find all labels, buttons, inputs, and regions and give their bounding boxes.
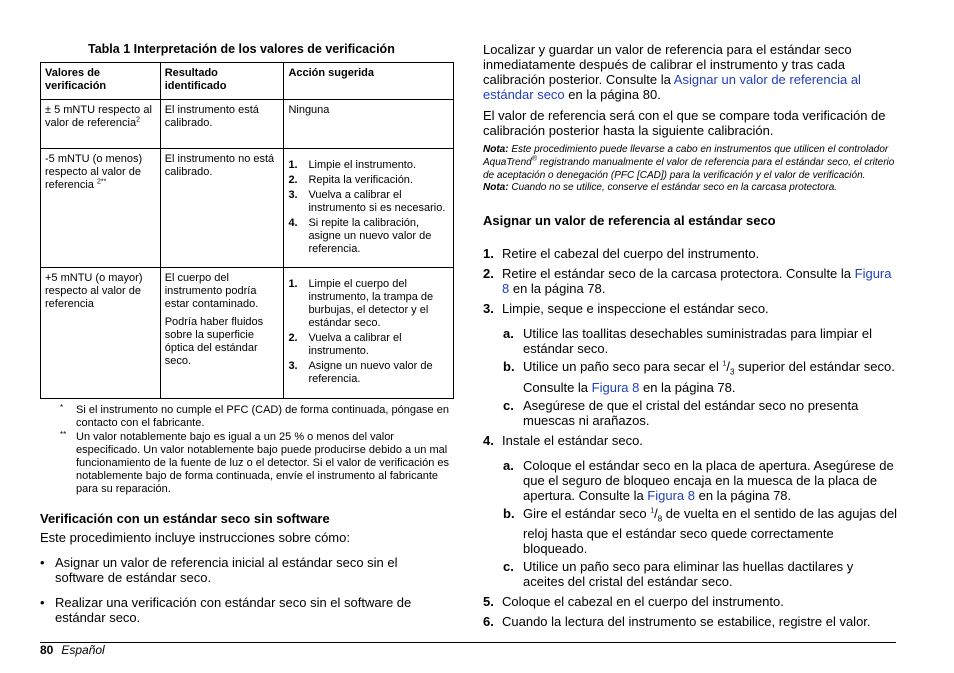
table-caption: Tabla 1 Interpretación de los valores de verificación <box>88 42 395 56</box>
cell-action <box>284 268 454 399</box>
footer-language: Español <box>61 643 105 657</box>
substep-item: b. Gire el estándar seco $^1/_8$ de vuelta en el sentido de las agujas del reloj hasta que el estándar seco quede correctamente bloqueado. <box>503 505 898 557</box>
footnote: * Si el instrumento no cumple el PFC (CAD) de forma continuada, póngase en contacto con el fabricante. <box>60 403 449 429</box>
footnote: ** Un valor notablemente bajo es igual a un 25 % o menos del valor especificado. Un valor notablemente bajo puede producirse debido a un mal funcionamiento de la fuente de luz o el detector. Si el valor de verificación es notablemente bajo de forma continuada, envíe el instrumento al fabricante para su reparación. <box>60 430 450 495</box>
page-number: 80 <box>40 643 54 657</box>
list-item: • Realizar una verificación con estándar seco sin el software de estándar seco. <box>40 595 412 625</box>
table-row <box>41 268 454 399</box>
section-intro: Este procedimiento incluye instrucciones sobre cómo: <box>40 530 350 545</box>
right-column <box>483 42 898 629</box>
action-item: 4. Si repite la calibración, asigne un nuevo valor de referencia. <box>288 217 432 255</box>
action-list <box>288 272 449 386</box>
steps-list <box>483 246 898 629</box>
substep-item: c. Utilice un paño seco para eliminar las huellas dactilares y aceites del cristal del estándar seco. <box>503 559 854 590</box>
cell-value: +5 mNTU (o mayor) respecto al valor de referencia <box>41 268 161 399</box>
verification-table <box>40 62 454 399</box>
assign-reference-link[interactable]: Asignar un valor de referencia al estándar seco <box>483 72 861 102</box>
action-item: 2. Repita la verificación. <box>288 174 413 186</box>
action-item: 2. Vuelva a calibrar el instrumento. <box>288 332 402 357</box>
figure-8-link[interactable]: Figura 8 <box>591 379 640 395</box>
substep-item: c. Asegúrese de que el cristal del estándar seco no presenta muescas ni arañazos. <box>503 397 859 428</box>
figure-8-link[interactable]: Figura 8 <box>647 487 695 503</box>
action-item: 3. Vuelva a calibrar el instrumento si es necesario. <box>288 189 446 214</box>
action-list <box>288 153 449 256</box>
action-item: 1. Limpie el instrumento. <box>288 159 417 171</box>
cell-result: El instrumento no está calibrado. <box>160 149 284 268</box>
substep-item: a. Coloque el estándar seco en la placa de apertura. Asegúrese de que el seguro de bloqueo encaja en la muesca de la placa de apertura. Consulte la Figura 8 en la página 78. <box>503 457 894 503</box>
paragraph-reference-value: El valor de referencia será con el que se compare toda verificación de calibración posterior hasta la siguiente calibración. <box>483 108 886 138</box>
list-item: • Asignar un valor de referencia inicial al estándar seco sin el software de estándar seco. <box>40 555 398 585</box>
header-values: Valores de verificación <box>41 63 161 100</box>
table-footnotes <box>60 404 450 497</box>
step-item: 3. Limpie, seque e inspeccione el estándar seco. <box>483 301 769 317</box>
section-heading-verification: Verificación con un estándar seco sin software <box>40 511 330 526</box>
action-item: 3. Asigne un nuevo valor de referencia. <box>288 360 433 385</box>
paragraph-reference-intro: Localizar y guardar un valor de referencia para el estándar seco inmediatamente después de calibrar el instrumento y tras cada calibración posterior. Consulte la Asignar un valor de referencia al estándar seco en la página 80. <box>483 42 861 102</box>
note-aquatrend: Nota: Este procedimiento puede llevarse a cabo en instrumentos que utilicen el controlador AquaTrend® registrando manualmente el valor de referencia para el estándar seco, el criterio de aceptación o denegación (PFC [CAD]) para la verificación y el valor de verificación. <box>483 144 895 181</box>
substep-item: a. Utilice las toallitas desechables suministradas para limpiar el estándar seco. <box>503 326 872 357</box>
cell-result: El cuerpo del instrumento podría estar contaminado. Podría haber fluidos sobre la superficie óptica del estándar seco. <box>160 268 284 399</box>
footer-divider <box>40 642 896 643</box>
header-result: Resultado identificado <box>160 63 284 100</box>
section-heading-assign: Asignar un valor de referencia al estándar seco <box>483 213 776 229</box>
cell-value: ± 5 mNTU respecto al valor de referencia$^2$ <box>41 100 161 149</box>
page-footer <box>40 643 105 657</box>
figure-8-link[interactable]: Figura 8 <box>502 266 892 297</box>
step-item: 5. Coloque el cabezal en el cuerpo del instrumento. <box>483 594 784 610</box>
table-row <box>41 100 454 149</box>
substep-item: b. Utilice un paño seco para secar el $^1/_3$ superior del estándar seco. Consulte la Figura 8 en la página 78. <box>503 359 895 395</box>
step-item: 4. Instale el estándar seco. <box>483 432 643 448</box>
action-item: 1. Limpie el cuerpo del instrumento, la trampa de burbujas, el detector y el estándar seco. <box>288 278 434 329</box>
cell-result: El instrumento está calibrado. <box>160 100 284 149</box>
step-item: 2. Retire el estándar seco de la carcasa protectora. Consulte la Figura 8 en la página 78. <box>483 266 892 297</box>
step-item: 1. Retire el cabezal del cuerpo del instrumento. <box>483 246 760 262</box>
step-item: 6. Cuando la lectura del instrumento se estabilice, registre el valor. <box>483 614 871 630</box>
table-header-row <box>41 63 454 100</box>
note-storage: Nota: Cuando no se utilice, conserve el estándar seco en la carcasa protectora. <box>483 182 838 194</box>
cell-action: Ninguna <box>284 100 454 149</box>
bullet-list <box>40 555 450 635</box>
cell-action <box>284 149 454 268</box>
table-row <box>41 149 454 268</box>
cell-value: -5 mNTU (o menos) respecto al valor de referencia $^{2**}$ <box>41 149 161 268</box>
header-action: Acción sugerida <box>284 63 454 100</box>
